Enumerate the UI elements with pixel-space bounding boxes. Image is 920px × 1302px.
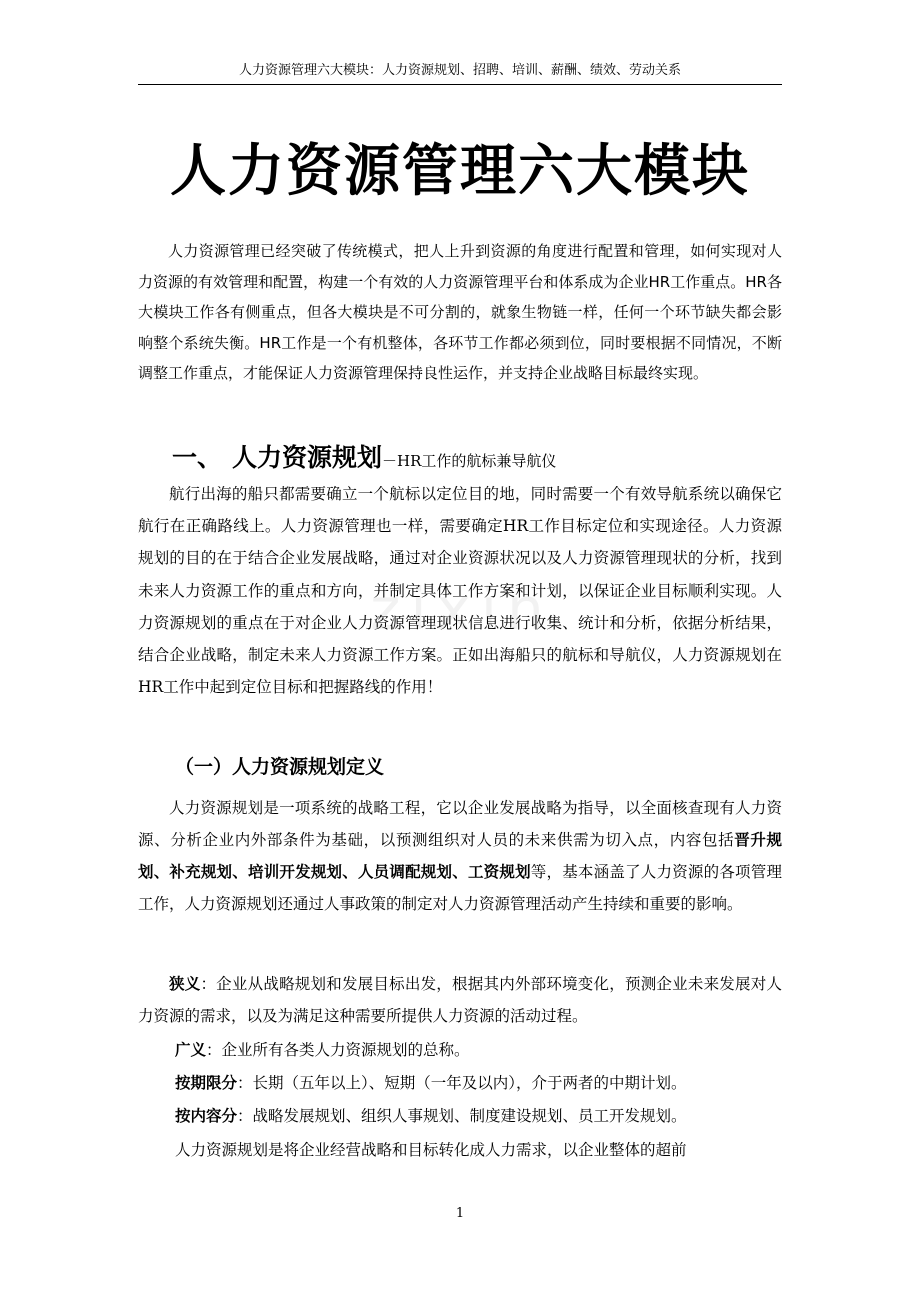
content-text: ：战略发展规划、组织人事规划、制度建设规划、员工开发规划。: [237, 1107, 687, 1125]
narrow-label: 狭义: [169, 974, 201, 993]
document-title: 人力资源管理六大模块: [170, 139, 750, 204]
period-text: ：长期（五年以上）、短期（一年及以内），介于两者的中期计划。: [237, 1074, 687, 1092]
period-classification: [138, 1068, 782, 1098]
broad-label: 广义: [175, 1040, 207, 1059]
definition-paragraph: [138, 792, 782, 920]
narrow-definition: [138, 968, 782, 1032]
period-label: 按期限分: [175, 1073, 238, 1092]
narrow-text: ：企业从战略规划和发展目标出发，根据其内外部环境变化，预测企业未来发展对人力资源的需求，以及为满足这种需要所提供人力资源的活动过程。: [138, 975, 782, 1025]
watermark: zixin: [370, 575, 554, 643]
content-label: 按内容分: [175, 1106, 238, 1125]
definition-bold-items: 晋升规划、补充规划、培训开发规划、人员调配规划、工资规划: [138, 830, 782, 881]
section-1-number: 一、: [172, 443, 223, 472]
definition-text-a: 人力资源规划是一项系统的战略工程，它以企业发展战略为指导，以全面核查现有人力资源、分析企业内外部条件为基础，以预测组织对人员的未来供需为切入点，内容包括: [138, 799, 782, 849]
content-classification: [138, 1101, 782, 1131]
subsection-1-title: （一）人力资源规划定义: [175, 756, 385, 778]
broad-definition: [138, 1035, 782, 1065]
section-1-heading: [138, 436, 782, 483]
broad-text: ：企业所有各类人力资源规划的总称。: [206, 1041, 470, 1059]
page-number: 1: [455, 1206, 465, 1221]
closing-line: 人力资源规划是将企业经营战略和目标转化成人力需求，以企业整体的超前: [175, 1141, 687, 1159]
section-1-title: 人力资源规划: [232, 443, 383, 472]
intro-paragraph: 人力资源管理已经突破了传统模式，把人上升到资源的角度进行配置和管理，如何实现对人力资源的有效管理和配置，构建一个有效的人力资源管理平台和体系成为企业HR工作重点。HR各大模块工作各有侧重点，但各大模块是不可分割的，就象生物链一样，任何一个环节缺失都会影响整个系统失衡。HR工作是一个有机整体，各环节工作都必须到位，同时要根据不同情况，不断调整工作重点，才能保证人力资源管理保持良性运作，并支持企业战略目标最终实现。: [138, 242, 782, 382]
section-1-subtitle: －HR工作的航标兼导航仪: [382, 452, 557, 470]
header-rule: [138, 84, 782, 85]
section-1-paragraph: 航行出海的船只都需要确立一个航标以定位目的地，同时需要一个有效导航系统以确保它航行在正确路线上。人力资源管理也一样，需要确定HR工作目标定位和实现途径。人力资源规划的目的在于结合企业发展战略，通过对企业资源状况以及人力资源管理现状的分析，找到未来人力资源工作的重点和方向，并制定具体工作方案和计划，以保证企业目标顺利实现。人力资源规划的重点在于对企业人力资源管理现状信息进行收集、统计和分析，依据分析结果，结合企业战略，制定未来人力资源工作方案。正如出海船只的航标和导航仪，人力资源规划在HR工作中起到定位目标和把握路线的作用！: [138, 485, 782, 697]
page-header: 人力资源管理六大模块：人力资源规划、招聘、培训、薪酬、绩效、劳动关系: [238, 63, 681, 78]
definition-text-b: 等，基本涵盖了人力资源的各项管理工作，人力资源规划还通过人事政策的制定对人力资源管理活动产生持续和重要的影响。: [138, 863, 782, 913]
